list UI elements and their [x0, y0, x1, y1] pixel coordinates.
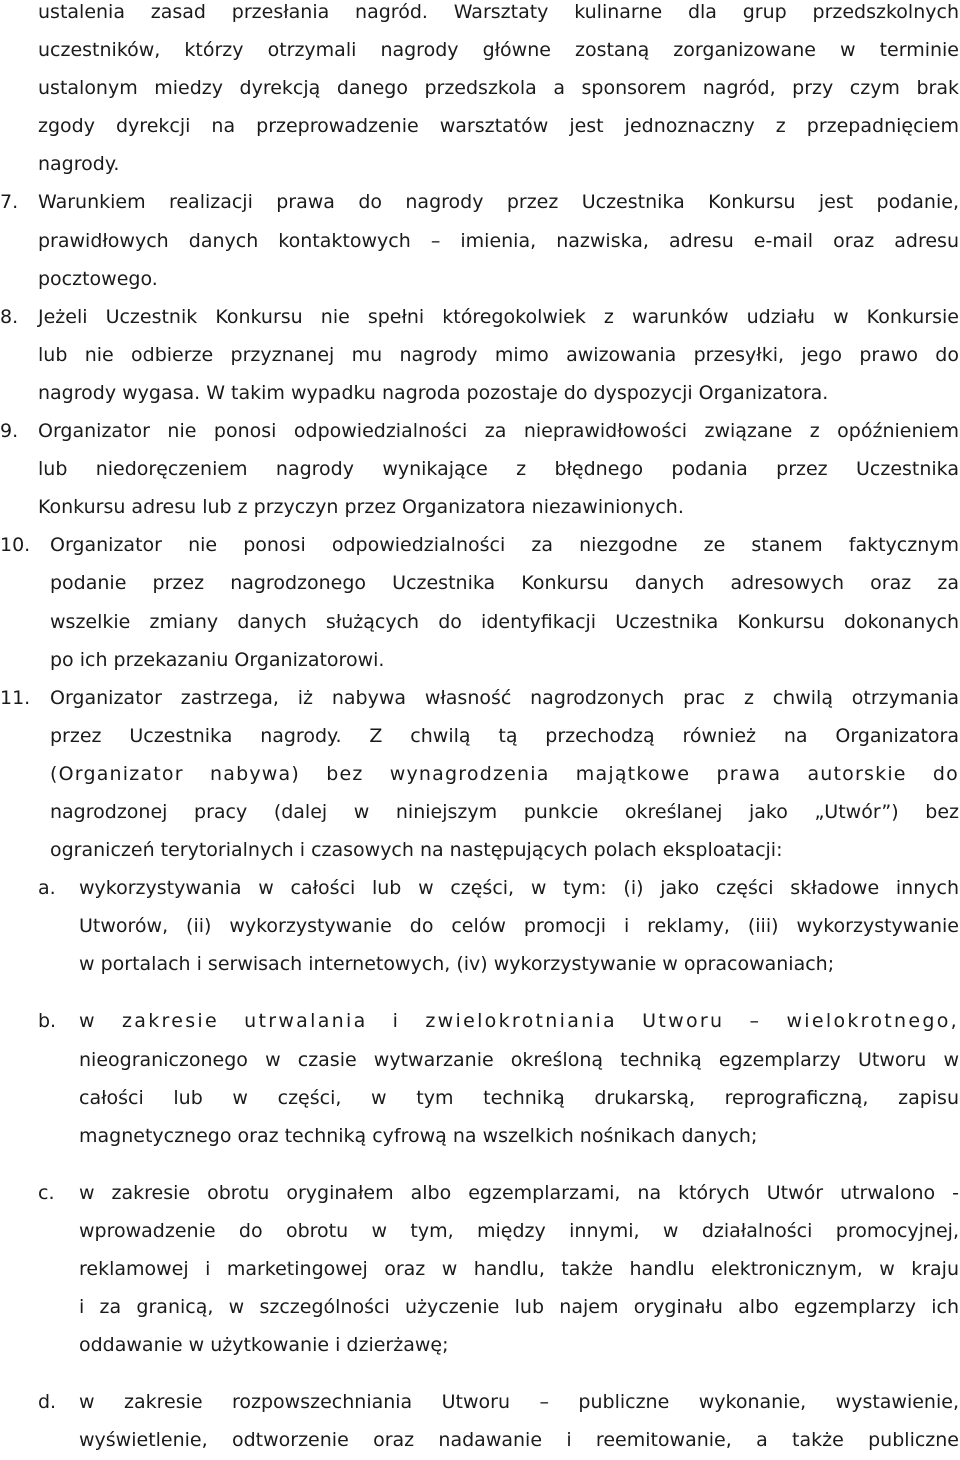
- text-line: wykorzystywania w całości lub w części, w tym: (i) jako części składowe innych: [79, 877, 959, 900]
- text-line: całości lub w części, w tym techniką drukarską, reprograficzną, zapisu: [79, 1086, 959, 1109]
- text-line: ograniczeń terytorialnych i czasowych na następujących polach eksploatacji:: [50, 839, 783, 862]
- text-line: nagrody wygasa. W takim wypadku nagroda pozostaje do dyspozycji Organizatora.: [38, 381, 829, 404]
- text-line: lub niedoręczeniem nagrody wynikające z błędnego podania przez Uczestnika: [38, 458, 959, 481]
- list-item-11: [0, 679, 959, 869]
- text-line: Jeżeli Uczestnik Konkursu nie spełni któregokolwiek z warunków udziału w Konkursie: [38, 305, 959, 328]
- text-line: reklamowej i marketingowej oraz w handlu, także handlu elektronicznym, w kraju: [79, 1258, 959, 1280]
- text-line: nieograniczonego w czasie wytwarzanie określoną techniką egzemplarzy Utworu w: [79, 1048, 959, 1071]
- text-line: (Organizator nabywa) bez wynagrodzenia majątkowe prawa autorskie do: [50, 762, 959, 785]
- intro-paragraph: [0, 0, 959, 183]
- item-number: 9.: [0, 420, 19, 443]
- text-line: ustalenia zasad przesłania nagród. Warsztaty kulinarne dla grup przedszkolnych: [38, 1, 959, 23]
- sub-item-letter: b.: [38, 1010, 57, 1033]
- spacer: [0, 1155, 959, 1174]
- list-item-7: [0, 183, 959, 297]
- item-number: 7.: [0, 191, 19, 214]
- list-item-9: [0, 412, 959, 526]
- item-number: 8.: [0, 305, 19, 328]
- text-line: podanie przez nagrodzonego Uczestnika Konkursu danych adresowych oraz za: [50, 572, 959, 595]
- text-line: nagrodzonej pracy (dalej w niniejszym punkcie określanej jako „Utwór”) bez: [50, 800, 959, 823]
- list-item-10: [0, 526, 959, 678]
- item-number: 11.: [0, 686, 31, 709]
- text-line: w zakresie utrwalania i zwielokrotniania Utworu – wielokrotnego,: [79, 1010, 959, 1033]
- text-line: Utworów, (ii) wykorzystywanie do celów promocji i reklamy, (iii) wykorzystywanie: [79, 915, 959, 938]
- text-line: w portalach i serwisach internetowych, (iv) wykorzystywanie w opracowaniach;: [79, 953, 835, 976]
- text-line: ustalonym miedzy dyrekcją danego przedszkola a sponsorem nagród, przy czym brak: [38, 77, 959, 100]
- sub-item-letter: a.: [38, 877, 56, 900]
- text-line: prawidłowych danych kontaktowych – imienia, nazwiska, adresu e-mail oraz adresu: [38, 229, 959, 252]
- text-line: lub nie odbierze przyznanej mu nagrody mimo awizowania przesyłki, jego prawo do: [38, 343, 959, 366]
- text-line: po ich przekazaniu Organizatorowi.: [50, 648, 385, 671]
- sub-item-letter: d.: [38, 1391, 57, 1414]
- text-line: pocztowego.: [38, 267, 158, 290]
- text-line: magnetycznego oraz techniką cyfrową na wszelkich nośnikach danych;: [79, 1124, 758, 1147]
- text-line: nagrody.: [38, 153, 120, 176]
- sub-item-b: [0, 1002, 959, 1154]
- spacer: [0, 983, 959, 1002]
- text-line: Organizator nie ponosi odpowiedzialności za nieprawidłowości związane z opóźnieniem: [38, 420, 959, 443]
- text-line: i za granicą, w szczególności użyczenie lub najem oryginału albo egzemplarzy ich: [79, 1296, 959, 1319]
- item-number: 10.: [0, 534, 31, 557]
- spacer: [0, 1364, 959, 1383]
- list-item-8: [0, 298, 959, 412]
- text-line: wyświetlenie, odtworzenie oraz nadawanie i reemitowanie, a także publiczne: [79, 1429, 959, 1452]
- text-line: zgody dyrekcji na przeprowadzenie warsztatów jest jednoznaczny z przepadnięciem: [38, 115, 959, 138]
- text-line: Organizator nie ponosi odpowiedzialności za niezgodne ze stanem faktycznym: [50, 534, 959, 557]
- text-line: wprowadzenie do obrotu w tym, między innymi, w działalności promocyjnej,: [79, 1219, 959, 1242]
- sub-item-a: [0, 869, 959, 983]
- text-line: w zakresie rozpowszechniania Utworu – publiczne wykonanie, wystawienie,: [79, 1391, 959, 1414]
- sub-item-d: [0, 1383, 959, 1459]
- text-line: wszelkie zmiany danych służących do identyfikacji Uczestnika Konkursu dokonanych: [50, 610, 959, 633]
- text-line: w zakresie obrotu oryginałem albo egzemplarzami, na których Utwór utrwalono -: [79, 1181, 959, 1204]
- sub-item-c: [0, 1174, 959, 1364]
- text-line: Organizator zastrzega, iż nabywa własność nagrodzonych prac z chwilą otrzymania: [50, 686, 959, 709]
- text-line: przez Uczestnika nagrody. Z chwilą tą przechodzą również na Organizatora: [50, 724, 959, 747]
- text-line: Konkursu adresu lub z przyczyn przez Organizatora niezawinionych.: [38, 496, 684, 519]
- sub-item-letter: c.: [38, 1181, 55, 1204]
- text-line: Warunkiem realizacji prawa do nagrody przez Uczestnika Konkursu jest podanie,: [38, 191, 959, 214]
- text-line: oddawanie w użytkowanie i dzierżawę;: [79, 1334, 449, 1357]
- text-line: uczestników, którzy otrzymali nagrody główne zostaną zorganizowane w terminie: [38, 39, 959, 62]
